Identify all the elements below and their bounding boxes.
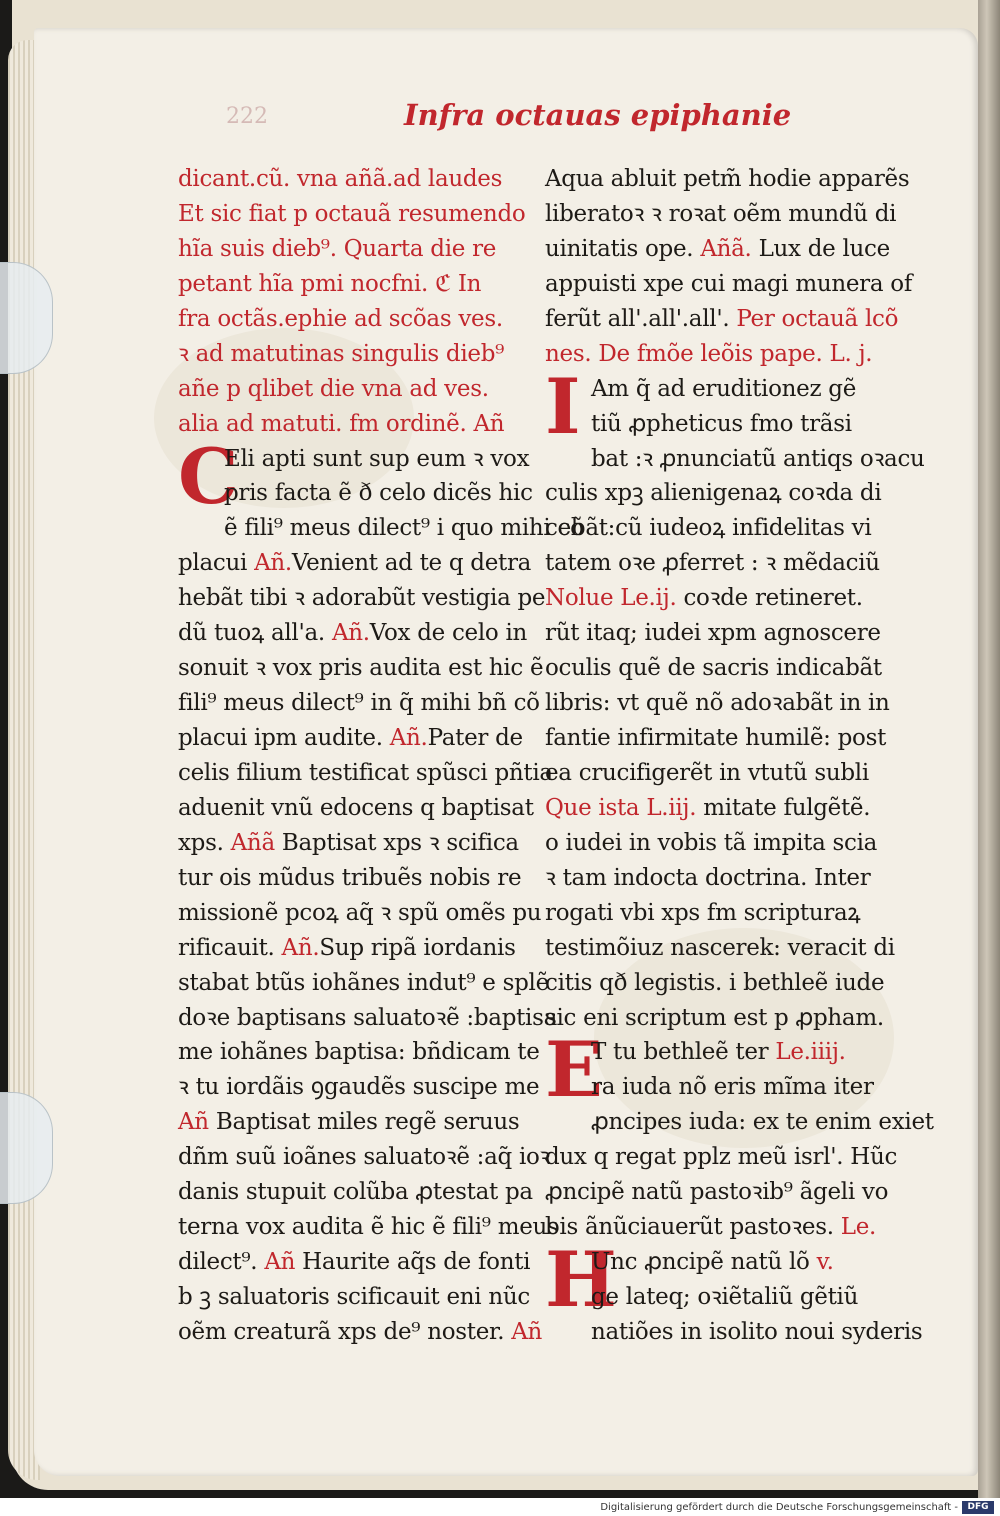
text-segment: mitate fulgẽtẽ. xyxy=(696,794,871,821)
line-text: hĩa suis dieb⁹. Quarta die re xyxy=(178,235,497,262)
text-segment: Pater de xyxy=(427,725,523,751)
text-line xyxy=(178,546,538,581)
text-line xyxy=(178,1280,538,1315)
text-line xyxy=(545,476,905,511)
text-line xyxy=(178,1105,538,1140)
text-segment: xps. xyxy=(178,829,231,856)
text-segment: Baptisat miles regẽ seruus xyxy=(208,1109,520,1136)
line-text: ꝛ tam indocta doctrina. Inter xyxy=(545,864,871,891)
text-line xyxy=(545,756,905,791)
rubric-text: Que ista xyxy=(545,794,647,821)
text-line xyxy=(545,966,905,1001)
text-line xyxy=(178,1175,538,1210)
line-text: oculis quẽ de sacris indicabãt xyxy=(545,655,882,682)
line-text: sic eni scriptum est p ꝓpham. xyxy=(545,1004,884,1031)
line-text: ꝛ tu iordãis ꝯgaudẽs suscipe me xyxy=(178,1074,540,1101)
rubric-text: nes. De fmõe leõis pape. L. j. xyxy=(545,340,873,367)
text-line xyxy=(178,581,546,616)
line-text: o iudei in vobis tã impita scia xyxy=(545,829,878,856)
text-segment: placui xyxy=(178,550,255,577)
page-clip-tab xyxy=(0,1092,53,1204)
page-clip-tab xyxy=(0,262,53,374)
rubric-text: Añ xyxy=(511,1318,543,1345)
text-line xyxy=(545,1175,905,1210)
line-text: tur ois mũdus tribuẽs nobis re xyxy=(178,864,522,891)
text-line xyxy=(545,267,913,302)
binding-edge xyxy=(978,0,1000,1498)
decorated-initial: C xyxy=(178,431,239,521)
rubric-text: Añ xyxy=(178,1109,209,1136)
text-line xyxy=(178,372,538,407)
line-text: fili⁹ meus dilect⁹ in q̃ mihi bñ cõ xyxy=(178,690,540,717)
line-text: missionẽ pcoꝝ aq̃ ꝛ spũ omẽs pu xyxy=(178,899,542,926)
line-text: b ꝫ saluatoris scificauit eni nũc xyxy=(178,1284,530,1310)
line-text: ꝓncipes iuda: ex te enim exiet xyxy=(591,1109,934,1136)
text-line xyxy=(545,1070,905,1105)
line-text: liberatoꝛ ꝛ roꝛat oẽm mundũ di xyxy=(545,200,897,227)
text-line xyxy=(545,546,905,581)
text-line xyxy=(545,1210,905,1245)
dfg-logo: DFG xyxy=(962,1501,994,1514)
text-line xyxy=(178,826,538,861)
line-text: tiũ ꝓpheticus fmo trãsi xyxy=(591,410,852,437)
text-line xyxy=(545,861,905,896)
text-segment: placui ipm audite. xyxy=(178,725,390,751)
text-line xyxy=(545,1315,923,1350)
text-line xyxy=(178,302,538,337)
text-line xyxy=(178,476,538,511)
text-line xyxy=(545,931,905,966)
text-line xyxy=(545,442,925,477)
text-line xyxy=(178,1070,538,1105)
rubric-text: Le.iiij. xyxy=(775,1039,846,1066)
text-segment: T tu bethleẽ ter xyxy=(591,1039,776,1066)
text-line xyxy=(545,232,905,267)
text-line xyxy=(545,407,905,442)
text-line xyxy=(178,1001,558,1036)
right-text-column xyxy=(545,162,934,1350)
text-line xyxy=(545,581,905,616)
line-text: sonuit ꝛ vox pris audita est hic ẽ xyxy=(178,655,544,682)
line-text: aduenit vnũ edocens q baptisat xyxy=(178,794,534,821)
line-text: bat :ꝛ ꝓnunciatũ antiqs oꝛacu xyxy=(591,445,925,472)
text-line xyxy=(178,791,538,826)
text-segment: uinitatis ope. xyxy=(545,235,701,262)
line-text: Et sic fiat p octauã resumendo xyxy=(178,200,526,227)
line-text: dicant.cũ. vna añã.ad laudes xyxy=(178,166,503,192)
line-text: pris facta ẽ ð celo dicẽs hic xyxy=(224,480,533,507)
text-segment: bis ãnũciauerũt pastoꝛes. xyxy=(545,1214,841,1241)
line-text: dñm suũ ioãnes saluatoꝛẽ :aq̃ ioꝛ xyxy=(178,1144,551,1171)
rubric-text: Añ. xyxy=(389,725,428,751)
text-line xyxy=(178,651,544,686)
rubric-text: Añ. xyxy=(281,934,320,961)
line-text: natiões in isolito noui syderis xyxy=(591,1318,923,1345)
text-segment: Unc ꝓncipẽ natũ lõ xyxy=(591,1249,817,1276)
text-line xyxy=(545,1001,905,1036)
line-text: ꝓncipẽ natũ pastoꝛib⁹ ãgeli vo xyxy=(545,1179,889,1206)
text-line xyxy=(545,1140,905,1175)
line-text: culis xpꝫ alienigenaꝝ coꝛda di xyxy=(545,480,882,507)
line-text: terna vox audita ẽ hic ẽ fili⁹ meus xyxy=(178,1214,559,1241)
text-line xyxy=(545,511,905,546)
line-text: doꝛe baptisans saluatoꝛẽ :baptisa xyxy=(178,1004,558,1031)
line-text: Aqua abluit petm̃ hodie apparẽs xyxy=(545,166,910,192)
line-text: ea crucifigerẽt in vtutũ subli xyxy=(545,759,869,786)
line-text: dux q regat pplz meũ isrl'. Hũc xyxy=(545,1144,898,1171)
line-text: cebãt:cũ iudeoꝝ infidelitas vi xyxy=(545,515,872,542)
text-line xyxy=(545,337,905,372)
text-line xyxy=(178,721,538,756)
line-text: rogati vbi xps fm scripturaꝝ xyxy=(545,899,861,926)
text-line xyxy=(178,931,538,966)
text-line xyxy=(545,197,905,232)
running-head: Infra octauas epiphanie xyxy=(404,98,792,132)
decorated-initial: H xyxy=(545,1235,617,1325)
text-line xyxy=(178,267,538,302)
text-line xyxy=(178,616,538,651)
text-line xyxy=(545,162,910,197)
text-line xyxy=(178,896,542,931)
text-line xyxy=(178,756,553,791)
text-segment: Vox de celo in xyxy=(369,620,528,647)
line-text: testimõiuz nascerek: veracit di xyxy=(545,934,895,961)
line-text: Eli apti sunt sup eum ꝛ vox xyxy=(224,445,530,472)
line-text: fantie infirmitate humilẽ: post xyxy=(545,725,887,751)
text-segment: Lux de luce xyxy=(751,235,890,262)
text-line xyxy=(178,1315,543,1350)
text-line xyxy=(545,791,905,826)
text-line xyxy=(178,197,538,232)
text-segment: dilect⁹. xyxy=(178,1249,265,1276)
text-line xyxy=(545,686,905,721)
text-segment: rificauit. xyxy=(178,934,282,961)
line-text: citis qð legistis. i bethleẽ iude xyxy=(545,969,885,996)
decorated-initial: E xyxy=(545,1025,603,1115)
line-text: fra octãs.ephie ad scõas ves. xyxy=(178,305,503,332)
text-line xyxy=(178,1140,551,1175)
line-text: hebãt tibi ꝛ adorabũt vestigia pe xyxy=(178,585,546,612)
text-line xyxy=(545,616,905,651)
decorated-initial: I xyxy=(545,361,581,451)
text-segment: Haurite aq̃s de fonti xyxy=(295,1249,531,1276)
folio-number: 222 xyxy=(226,104,268,129)
text-segment: coꝛde retineret. xyxy=(676,585,863,612)
line-text: alia ad matuti. fm ordinẽ. Añ xyxy=(178,410,505,437)
text-line xyxy=(178,337,538,372)
line-text: appuisti xpe cui magi munera of xyxy=(545,270,913,297)
text-line xyxy=(545,721,905,756)
text-line xyxy=(178,966,549,1001)
text-line xyxy=(545,302,905,337)
rubric-text: Nolue xyxy=(545,585,621,612)
line-text: ge lateq; oꝛiẽtaliũ gẽtiũ xyxy=(591,1284,859,1310)
rubric-text: Añ. xyxy=(254,550,292,577)
text-line xyxy=(178,162,538,197)
line-text: ꝛ ad matutinas singulis dieb⁹ xyxy=(178,340,505,367)
rubric-text: L.iij. xyxy=(646,794,697,821)
text-line xyxy=(178,1035,538,1070)
line-text: petant hĩa pmi nocfni. ℭ In xyxy=(178,270,482,297)
text-segment: Venient ad te q detra xyxy=(291,550,532,577)
line-text: ra iuda nõ eris mĩma iter xyxy=(591,1074,874,1101)
line-text: me iohãnes baptisa: bñdicam te xyxy=(178,1039,540,1066)
text-line xyxy=(178,861,538,896)
rubric-text: Le.ij. xyxy=(620,585,677,612)
rubric-text: Añ xyxy=(264,1249,296,1276)
text-line xyxy=(178,1210,559,1245)
line-text: rũt itaq; iudei xpm agnoscere xyxy=(545,620,881,647)
text-line xyxy=(545,1105,934,1140)
rubric-text: Añ. xyxy=(331,620,370,647)
rubric-text: Añã. xyxy=(700,235,752,262)
text-line xyxy=(545,651,905,686)
text-line xyxy=(178,232,538,267)
line-text: stabat btũs iohãnes indut⁹ e splẽ xyxy=(178,969,549,996)
line-text: tatem oꝛe ꝓferret : ꝛ mẽdaciũ xyxy=(545,550,880,577)
line-text: añe p qlibet die vna ad ves. xyxy=(178,375,489,402)
text-line xyxy=(545,826,905,861)
line-text: danis stupuit colũba ꝓtestat pa xyxy=(178,1179,533,1206)
rubric-text: v. xyxy=(816,1249,834,1276)
text-line xyxy=(178,407,538,442)
line-text: libris: vt quẽ nõ adoꝛabãt in in xyxy=(545,690,890,717)
rubric-text: Per octauã lcõ xyxy=(736,305,899,332)
text-line xyxy=(178,686,538,721)
line-text: celis filium testificat spũsci pñtia xyxy=(178,759,553,786)
text-segment: dũ tuoꝝ all'a. xyxy=(178,620,332,647)
rubric-text: Añã xyxy=(230,829,275,856)
funding-credit: Digitalisierung gefördert durch die Deutsche Forschungsgemeinschaft - xyxy=(600,1502,958,1513)
text-segment: Sup ripã iordanis xyxy=(319,934,516,961)
rubric-text: Le. xyxy=(840,1214,877,1241)
text-line xyxy=(178,1245,538,1280)
text-line xyxy=(178,511,584,546)
line-text: Am q̃ ad eruditionez gẽ xyxy=(591,375,857,402)
text-line xyxy=(545,896,905,931)
text-segment: ferũt all'.all'.all'. xyxy=(545,305,737,332)
text-segment: oẽm creaturã xps de⁹ noster. xyxy=(178,1318,512,1345)
text-segment: Baptisat xps ꝛ scifica xyxy=(274,829,519,856)
line-text: ẽ fili⁹ meus dilect⁹ i quo mihi cõ xyxy=(224,515,584,542)
text-line xyxy=(545,1280,905,1315)
